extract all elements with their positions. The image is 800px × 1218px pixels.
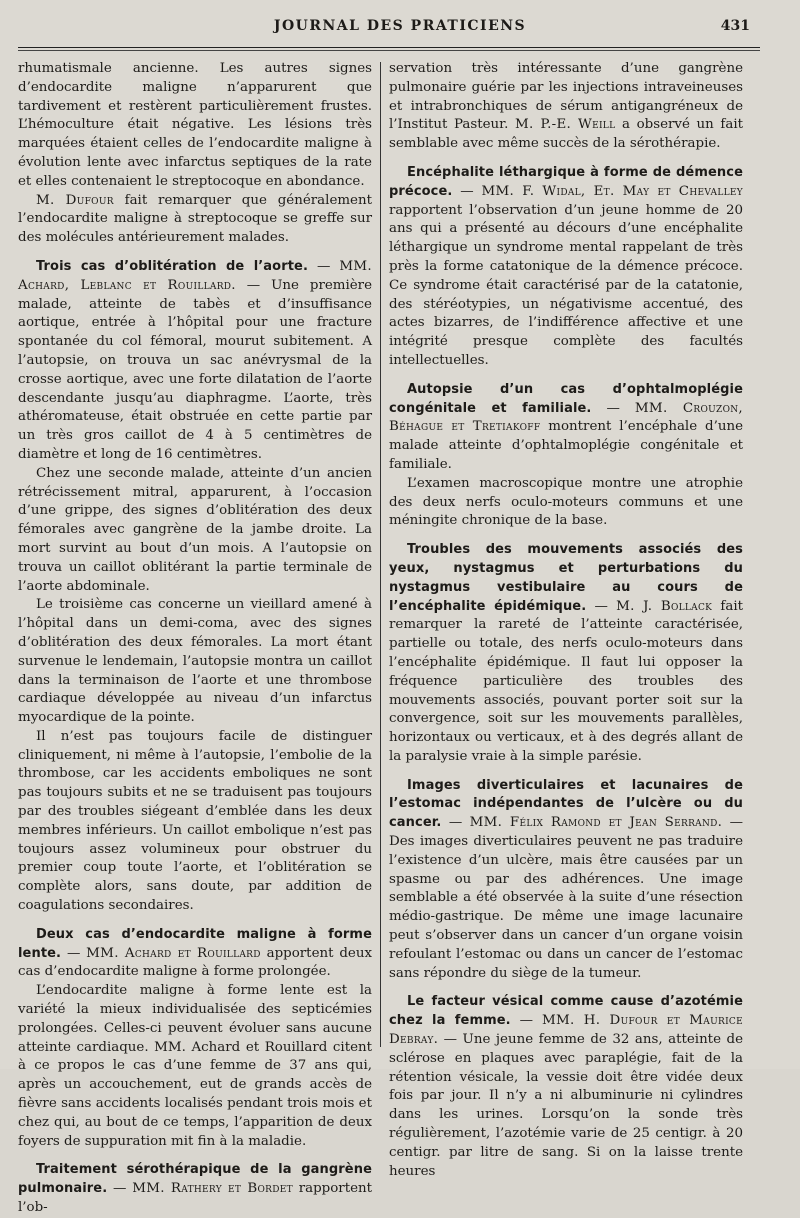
section-images [389,777,743,984]
dash: — [452,183,482,199]
section-heading: Autopsie d’un cas d’ophtalmoplégie congénitale et familiale. [389,381,743,416]
paragraph-text: apportent deux cas d’endocardite maligne à forme prolongée. [18,945,372,980]
right-column [389,60,743,1181]
left-column [18,60,372,1218]
paragraph-text: fait remarquer que généralement l’endocardite maligne à streptocoque se greffe sur des molécules antérieurement malades. [18,192,372,246]
column-divider [380,62,381,1047]
section-authors: M. J. Bollack [616,598,713,614]
section-heading: Encéphalite léthargique à forme de démence précoce. [389,164,743,199]
paragraph-text: fait remarquer la rareté de l’atteinte caractérisée, partielle ou totale, des nerfs oculo-moteurs dans l’encéphalite épidémique. Il faut lui opposer la fréquence particulière des troubles des mouvements associés, pouvant porter soit sur la convergence, soit sur les mouvements parallèles, horizontaux ou verticaux, et à des degrés allant de la paralysie vraie à la simple parésie. [389,598,744,764]
section-heading: Trois cas d’oblitération de l’aorte. [36,258,308,274]
section-heading: Deux cas d’endocardite maligne à forme lente. [18,926,372,961]
paragraph-text: — Une jeune femme de 32 ans, atteinte de sclérose en plaques avec paraplégie, fait de la rétention vésicale, la vessie doit être vidée deux fois par jour. Il n’y a ni albuminurie ni cylindres dans les urines. Lorsqu’on la sonde très régulièrement, l’azotémie varie de 25 centigr. à 20 centigr. par litre de sang. Si on la laisse trente heures [389,1032,743,1179]
section-authors: MM. Achard et Rouillard [86,945,261,961]
section-authors: MM. Achard, Leblanc et Rouillard. [18,258,372,293]
section-autopsie [389,381,743,475]
section-authors: MM. Félix Ramond et Jean Serrand. [469,815,723,831]
paragraph-text: servation très intéressante d’une gangrène pulmonaire guérie par les injections intraveineuses et intrabronchiques de sérum antigangréneux de l’Institut Pasteur. [389,61,743,133]
section-authors: MM. Crouzon, Béhague et Tretiakoff [389,400,743,435]
paragraph: L’endocardite maligne à forme lente est la variété la mieux individualisée des septicémies prolongées. Celles-ci peuvent évoluer sans aucune atteinte cardiaque. MM. Achard et Rouillard citent à ce propos le cas d’une femme de 37 ans qui, après un accouchement, eut de grands accès de fièvre sans accidents localisés pendant trois mois et chez qui, au bout de ce temps, l’apparition de deux foyers de suppuration mit fin à la maladie. [18,983,372,1149]
page-number: 431 [720,18,750,34]
paragraph-text: — Une première malade, atteinte de tabès et d’insuffisance aortique, entrée à l’hôpital pour une fracture spontanée du col fémoral, mourut subitement. A l’autopsie, on trouva un sac anévrysmal de la crosse aortique, avec une forte dilatation de l’aorte descendante jusqu’au diaphragme. L’aorte, très athéromateuse, était obstruée en cette partie par un très gros caillot de 4 à 5 centimètres de diamètre et long de 16 centimètres. [18,277,372,462]
paragraph-text: — Des images diverticulaires peuvent ne pas traduire l’existence d’un ulcère, mais être causées par un spasme ou par des adhérences. Une image semblable a été observée à la suite d’une résection médio-gastrique. De même une image lacunaire peut s’observer dans un cancer d’un organe voisin refoulant l’estomac ou dans un cancer de l’estomac sans répondre du siège de la tumeur. [389,815,743,981]
section-heading: Images diverticulaires et lacunaires de l’estomac indépendantes de l’ulcère ou du cancer. [389,777,743,831]
dash: — [107,1181,133,1197]
paragraph: L’examen macroscopique montre une atrophie des deux nerfs oculo-moteurs communs et une méningite chronique de la base. [389,475,743,529]
running-title: JOURNAL DES PRATICIENS [273,18,527,34]
author-name: M. P.-E. Weill [515,117,616,133]
section-traitement [18,1161,372,1217]
paragraph: Il n’est pas toujours facile de distinguer cliniquement, ni même à l’autopsie, l’embolie de la thrombose, car les accidents emboliques ne sont pas toujours subits et ne se traduisent pas toujours par des troubles siégeant d’emblée dans les deux membres inférieurs. Un caillot embolique n’est pas toujours assez volumineux pour obstruer du premier coup toute l’aorte, et l’oblitération se complète alors, sans doute, par addition de coagulations secondaires. [18,728,372,914]
paragraph-text: rapportent l’ob- [18,1181,373,1216]
paragraph: Chez une seconde malade, atteinte d’un ancien rétrécissement mitral, apparurent, à l’occasion d’une grippe, des signes d’oblitération des deux fémorales avec gangrène de la jambe droite. La mort survint au bout d’un mois. A l’autopsie on trouva un caillot oblitérant la partie terminale de l’aorte abdominale. [18,465,372,594]
dash: — [307,258,340,274]
dash: — [591,400,635,416]
section-encephalite [389,164,743,371]
section-troubles [389,541,743,767]
dash: — [61,945,87,961]
paragraph-text: rapportent l’observation d’un jeune homme de 20 ans qui a présenté au décours d’une encéphalite léthargique un syndrome mental rappelant de très près la forme catatonique de la démence précoce. Ce syndrome était caractérisé par de la catatonie, des stéréotypies, un négativisme accentué, des actes bizarres, de l’indifférence affective et une intégrité presque complète des facultés intellectuelles. [389,202,743,368]
paragraph: Le troisième cas concerne un vieillard amené à l’hôpital dans un demi-coma, avec des signes d’oblitération des deux fémorales. La mort étant survenue le lendemain, l’autopsie montra un caillot dans la terminaison de l’aorte et une thrombose cardiaque développée au niveau d’un infarctus myocardique de la pointe. [18,597,372,726]
paragraph-text: montrent l’encéphale d’une malade atteinte d’ophtalmoplégie congénitale et familiale. [389,419,743,472]
paragraph-text: a observé un fait semblable avec même succès de la sérothérapie. [389,117,743,152]
dash: — [441,815,470,831]
section-authors: MM. F. Widal, Et. May et Chevalley [481,183,744,199]
section-authors: MM. H. Dufour et Maurice Debray. [389,1013,743,1048]
paragraph [389,60,743,154]
dash: — [510,1013,542,1029]
section-authors: MM. Rathery et Bordet [132,1181,293,1197]
author-name: M. Dufour [36,192,114,208]
paragraph [18,192,372,248]
section-facteur-vesical [389,993,743,1181]
paragraph: rhumatismale ancienne. Les autres signes d’endocardite maligne n’apparurent que tardivement et restèrent particulièrement frustes. L’hémoculture était négative. Les lésions très marquées étaient celles de l’endocardite maligne à évolution lente avec infarctus septiques de la rate et elles contenaient le streptocoque en abondance. [18,61,372,189]
section-heading: Troubles des mouvements associés des yeux, nystagmus et perturbations du nystagmus vestibulaire au cours de l’encéphalite épidémique. [389,542,743,614]
section-heading: Le facteur vésical comme cause d’azotémie chez la femme. [389,994,743,1029]
page-header [0,14,800,44]
header-rule [18,47,760,51]
dash: — [586,598,617,614]
section-deux-cas [18,926,372,982]
section-heading: Traitement sérothérapique de la gangrène pulmonaire. [18,1162,372,1197]
section-trois-cas [18,258,372,465]
